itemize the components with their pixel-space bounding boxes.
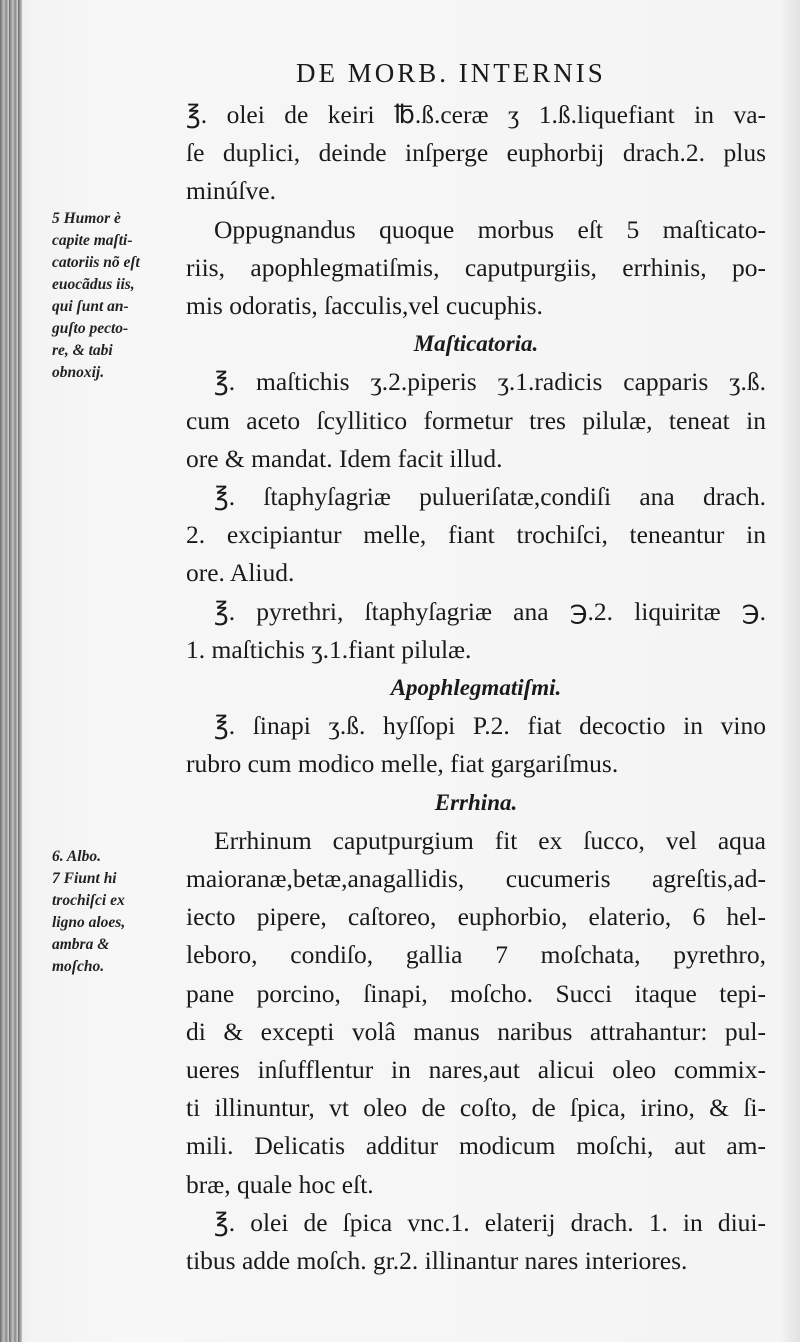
text-line: mis odoratis, ſacculis,vel cucuphis. bbox=[186, 291, 543, 321]
paragraph bbox=[186, 822, 766, 1204]
margin-note-1 bbox=[52, 208, 180, 384]
text-line: tibus adde moſch. gr.2. illinantur nares interiores. bbox=[186, 1246, 688, 1276]
text-line: Errhinum caputpurgium fit ex ſucco, vel aqua bbox=[214, 825, 766, 855]
text-line: ore & mandat. Idem facit illud. bbox=[186, 443, 503, 473]
text-line: minúſve. bbox=[186, 176, 276, 206]
text-line: cum aceto ſcyllitico formetur tres pilulæ, teneat in bbox=[186, 405, 766, 435]
text-line: ℥. pyrethri, ſtaphyſagriæ ana ℈.2. liquiritæ ℈. bbox=[214, 596, 766, 626]
text-line: ſe duplici, deinde inſperge euphorbij drach.2. plus bbox=[186, 138, 766, 168]
margin-note-line: ligno aloes, bbox=[52, 914, 126, 931]
paragraph bbox=[186, 363, 766, 478]
text-line: ore. Aliud. bbox=[186, 558, 295, 588]
text-line: leboro, condiſo, gallia 7 moſchata, pyrethro, bbox=[186, 940, 766, 970]
book-binding-edge bbox=[0, 0, 22, 1342]
text-line: mili. Delicatis additur modicum moſchi, aut am- bbox=[186, 1131, 766, 1161]
text-line: di & excepti volâ manus naribus attrahantur: pul- bbox=[186, 1016, 766, 1046]
text-line: 2. excipiantur melle, fiant trochiſci, teneantur in bbox=[186, 520, 766, 550]
paragraph bbox=[186, 211, 766, 326]
text-line: ℥. ſtaphyſagriæ pulueriſatæ,condiſi ana drach. bbox=[214, 482, 766, 512]
margin-note-line: qui ſunt an- bbox=[52, 298, 129, 315]
paragraph bbox=[186, 593, 766, 669]
paragraph bbox=[186, 707, 766, 783]
text-line: Oppugnandus quoque morbus eſt 5 maſticato- bbox=[214, 214, 766, 244]
text-line: pane porcino, ſinapi, moſcho. Succi itaque tepi- bbox=[186, 978, 766, 1008]
text-line: maioranæ,betæ,anagallidis, cucumeris agreſtis,ad- bbox=[186, 864, 766, 894]
margin-note-line: 7 Fiunt hi bbox=[52, 870, 117, 887]
margin-note-line: capite maſti- bbox=[52, 232, 133, 249]
text-line: ℥. olei de ſpica vnc.1. elaterij drach. 1. in diui- bbox=[214, 1207, 766, 1237]
text-line: iecto pipere, caſtoreo, euphorbio, elaterio, 6 hel- bbox=[186, 902, 766, 932]
section-heading: Errhina. bbox=[434, 789, 518, 815]
text-line: ti illinuntur, vt oleo de coſto, de ſpica, irino, & ſi- bbox=[186, 1093, 766, 1123]
text-line: ueres inſufflentur in nares,aut alicui oleo commix- bbox=[186, 1055, 766, 1085]
text-line: riis, apophlegmatiſmis, caputpurgiis, errhinis, po- bbox=[186, 252, 766, 282]
margin-note-line: guſto pecto- bbox=[52, 320, 129, 337]
paragraph bbox=[186, 1204, 766, 1280]
margin-note-line: 5 Humor è bbox=[52, 210, 121, 227]
margin-note-line: obnoxij. bbox=[52, 364, 105, 381]
running-header: DE MORB. INTERNIS bbox=[296, 58, 606, 88]
paragraph bbox=[186, 96, 766, 211]
body-text bbox=[186, 96, 766, 1280]
text-line: ℥. olei de keiri ℔.ß.ceræ ʒ 1.ß.liquefiant in va- bbox=[186, 100, 766, 129]
section-heading: Apophlegmatiſmi. bbox=[390, 675, 562, 701]
margin-note-2 bbox=[52, 846, 180, 978]
margin-note-line: 6. Albo. bbox=[52, 848, 101, 865]
text-line: ℥. maſtichis ʒ.2.piperis ʒ.1.radicis capparis ʒ.ß. bbox=[214, 367, 766, 397]
text-line: rubro cum modico melle, fiat gargariſmus. bbox=[186, 749, 619, 779]
text-line: ℥. ſinapi ʒ.ß. hyſſopi P.2. fiat decoctio in vino bbox=[214, 711, 766, 741]
margin-note-line: catoriis nõ eſt bbox=[52, 254, 140, 271]
section-heading: Maſticatoria. bbox=[413, 331, 539, 357]
margin-note-line: ambra & bbox=[52, 936, 110, 953]
margin-note-line: moſcho. bbox=[52, 958, 105, 975]
margin-note-line: trochiſci ex bbox=[52, 892, 125, 909]
margin-note-line: euocãdus iis, bbox=[52, 276, 135, 293]
margin-note-line: re, & tabi bbox=[52, 342, 113, 359]
text-line: 1. maſtichis ʒ.1.fiant pilulæ. bbox=[186, 634, 472, 664]
paragraph bbox=[186, 478, 766, 593]
text-line: bræ, quale hoc eſt. bbox=[186, 1169, 374, 1199]
